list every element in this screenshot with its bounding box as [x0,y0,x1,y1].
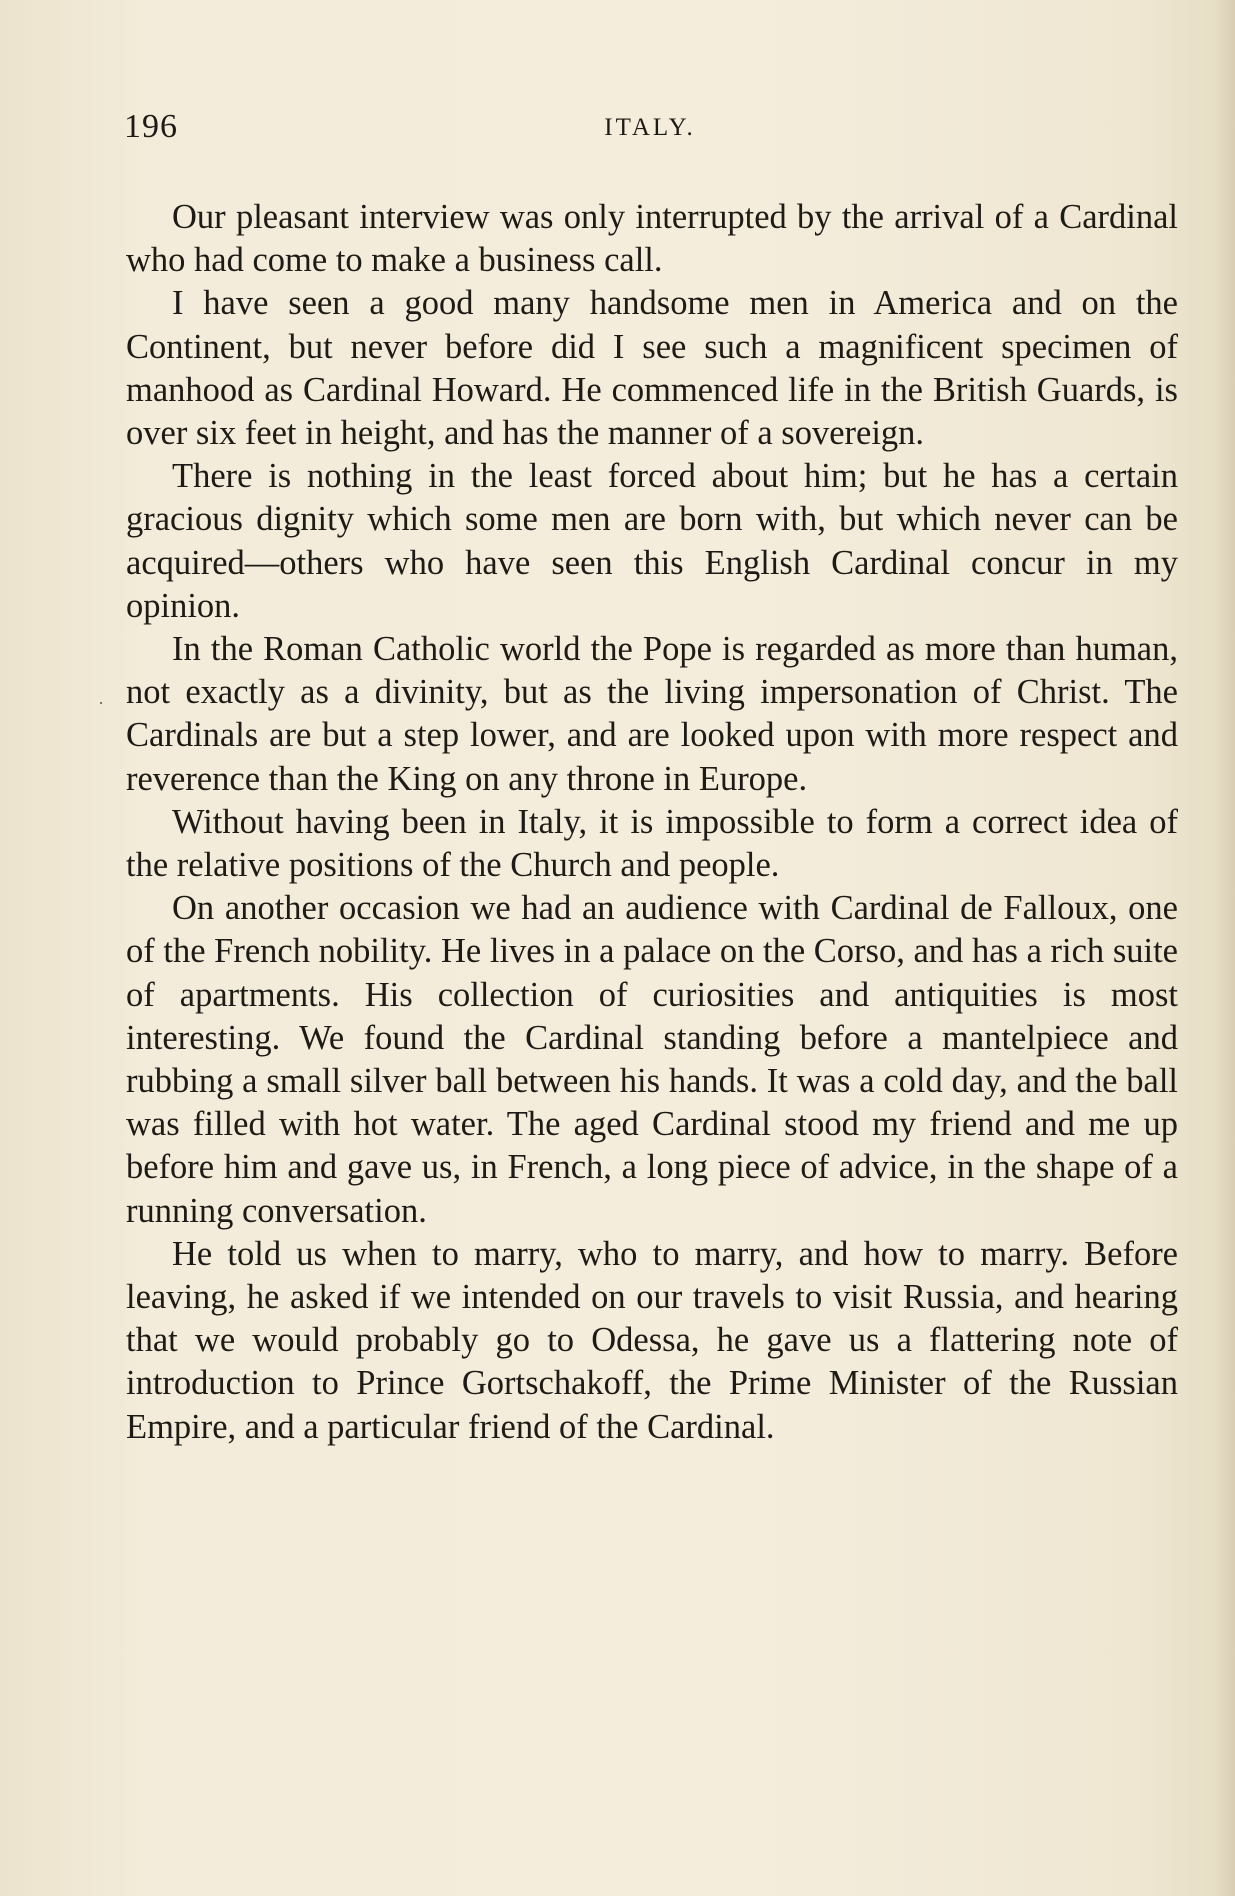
margin-mark: · [98,693,104,713]
paragraph-church-and-people: Without having been in Italy, it is impossible to form a correct idea of the relative positions of the Church and people. [126,802,1178,885]
paragraph-gracious-dignity: There is nothing in the least forced about him; but he has a certain gracious dignity which some men are born with, but which never can be acquired—others who have seen this English Cardinal concur in my opinion. [126,457,1178,625]
paragraph-marriage-advice: He told us when to marry, who to marry, and how to marry. Before leaving, he asked if we intended on our travels to visit Russia, and hearing that we would probably go to Odessa, he gave us a flattering note of introduction to Prince Gortschakoff, the Prime Minister of the Russian Empire, and a particular friend of the Cardinal. [126,1234,1178,1446]
body-text [126,196,1178,1449]
paragraph-cardinal-howard: I have seen a good many handsome men in America and on the Continent, but never before did I see such a magnificent specimen of manhood as Cardinal Howard. He commenced life in the British Guards, is over six feet in height, and has the manner of a sovereign. [126,284,1178,453]
paragraph-cardinal-de-falloux: On another occasion we had an audience with Cardinal de Falloux, one of the French nobility. He lives in a palace on the Corso, and has a rich suite of apartments. His collection of curiosities and antiquities is most interesting. We found the Cardinal standing before a mantelpiece and rubbing a small silver ball between his hands. It was a cold day, and the ball was filled with hot water. The aged Cardinal stood my friend and me up before him and gave us, in French, a long piece of advice, in the shape of a running conversation. [126,889,1178,1230]
page-header [124,108,1176,152]
running-head: ITALY. [604,114,696,141]
page-number: 196 [124,108,178,145]
paragraph-roman-catholic-world: In the Roman Catholic world the Pope is regarded as more than human, not exactly as a divinity, but as the living impersonation of Christ. The Cardinals are but a step lower, and are looked upon with more respect and reverence than the King on any throne in Europe. [126,630,1178,798]
page-edge-shading [1213,0,1235,1896]
paragraph-interview: Our pleasant interview was only interrupted by the arrival of a Cardinal who had come to make a business call. [126,198,1178,280]
